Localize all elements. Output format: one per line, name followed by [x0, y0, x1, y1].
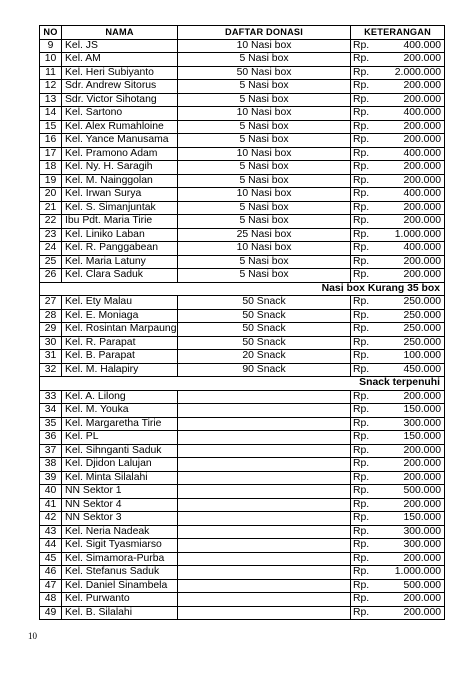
row-name: NN Sektor 3	[62, 512, 178, 526]
row-amount: 250.000	[391, 309, 445, 323]
row-no: 24	[40, 242, 62, 256]
summary-note: Nasi box Kurang 35 box	[40, 282, 445, 296]
row-amount: 200.000	[391, 606, 445, 620]
row-currency: Rp.	[351, 296, 391, 310]
row-name: Kel. Ny. H. Saragih	[62, 161, 178, 175]
row-amount: 100.000	[391, 350, 445, 364]
row-currency: Rp.	[351, 444, 391, 458]
row-amount: 200.000	[391, 215, 445, 229]
table-row	[40, 53, 445, 67]
table-row	[40, 80, 445, 94]
row-currency: Rp.	[351, 93, 391, 107]
row-no: 36	[40, 431, 62, 445]
row-amount: 400.000	[391, 39, 445, 53]
row-name: Kel. M. Youka	[62, 404, 178, 418]
row-donation	[178, 444, 351, 458]
row-amount: 400.000	[391, 242, 445, 256]
row-name: Kel. Simamora-Purba	[62, 552, 178, 566]
table-row	[40, 552, 445, 566]
table-row	[40, 134, 445, 148]
row-no: 16	[40, 134, 62, 148]
table-row	[40, 228, 445, 242]
table-row	[40, 539, 445, 553]
row-currency: Rp.	[351, 215, 391, 229]
row-currency: Rp.	[351, 471, 391, 485]
row-name: Kel. Rosintan Marpaung	[62, 323, 178, 337]
row-amount: 200.000	[391, 498, 445, 512]
row-currency: Rp.	[351, 120, 391, 134]
summary-row	[40, 377, 445, 391]
row-no: 40	[40, 485, 62, 499]
header-name: NAMA	[62, 26, 178, 40]
row-no: 18	[40, 161, 62, 175]
summary-note: Snack terpenuhi	[40, 377, 445, 391]
row-no: 29	[40, 323, 62, 337]
row-no: 21	[40, 201, 62, 215]
row-amount: 500.000	[391, 485, 445, 499]
row-no: 23	[40, 228, 62, 242]
row-donation	[178, 512, 351, 526]
row-name: Kel. Purwanto	[62, 593, 178, 607]
row-name: Kel. B. Silalahi	[62, 606, 178, 620]
row-amount: 250.000	[391, 323, 445, 337]
row-no: 11	[40, 66, 62, 80]
row-no: 25	[40, 255, 62, 269]
row-donation: 20 Snack	[178, 350, 351, 364]
row-amount: 150.000	[391, 431, 445, 445]
row-currency: Rp.	[351, 458, 391, 472]
row-no: 30	[40, 336, 62, 350]
table-row	[40, 269, 445, 283]
row-donation	[178, 417, 351, 431]
row-no: 17	[40, 147, 62, 161]
row-donation	[178, 539, 351, 553]
page-number: 10	[28, 631, 37, 641]
row-name: Kel. JS	[62, 39, 178, 53]
row-amount: 250.000	[391, 336, 445, 350]
row-amount: 200.000	[391, 161, 445, 175]
row-name: Kel. Sigit Tyasmiarso	[62, 539, 178, 553]
header-info: KETERANGAN	[351, 26, 445, 40]
row-no: 31	[40, 350, 62, 364]
table-row	[40, 417, 445, 431]
table-row	[40, 201, 445, 215]
row-currency: Rp.	[351, 525, 391, 539]
row-amount: 400.000	[391, 147, 445, 161]
row-amount: 450.000	[391, 363, 445, 377]
table-row	[40, 147, 445, 161]
row-no: 14	[40, 107, 62, 121]
table-row	[40, 390, 445, 404]
row-currency: Rp.	[351, 53, 391, 67]
row-name: Kel. Sartono	[62, 107, 178, 121]
row-amount: 400.000	[391, 107, 445, 121]
table-row	[40, 66, 445, 80]
table-row	[40, 120, 445, 134]
row-no: 46	[40, 566, 62, 580]
row-no: 48	[40, 593, 62, 607]
row-currency: Rp.	[351, 255, 391, 269]
table-row	[40, 525, 445, 539]
row-name: Kel. Pramono Adam	[62, 147, 178, 161]
row-no: 22	[40, 215, 62, 229]
row-donation: 5 Nasi box	[178, 201, 351, 215]
row-no: 15	[40, 120, 62, 134]
row-name: Kel. Stefanus Saduk	[62, 566, 178, 580]
row-currency: Rp.	[351, 174, 391, 188]
row-amount: 200.000	[391, 593, 445, 607]
row-no: 20	[40, 188, 62, 202]
row-donation: 90 Snack	[178, 363, 351, 377]
row-currency: Rp.	[351, 228, 391, 242]
row-amount: 200.000	[391, 134, 445, 148]
row-currency: Rp.	[351, 404, 391, 418]
table-row	[40, 188, 445, 202]
row-donation	[178, 458, 351, 472]
row-donation	[178, 485, 351, 499]
table-row	[40, 593, 445, 607]
row-donation: 5 Nasi box	[178, 120, 351, 134]
row-amount: 1.000.000	[391, 228, 445, 242]
row-currency: Rp.	[351, 134, 391, 148]
row-currency: Rp.	[351, 161, 391, 175]
row-name: Kel. AM	[62, 53, 178, 67]
row-name: Kel. Clara Saduk	[62, 269, 178, 283]
row-donation	[178, 606, 351, 620]
table-row	[40, 174, 445, 188]
row-currency: Rp.	[351, 39, 391, 53]
row-amount: 200.000	[391, 80, 445, 94]
table-row	[40, 485, 445, 499]
row-donation: 50 Snack	[178, 336, 351, 350]
row-donation: 10 Nasi box	[178, 147, 351, 161]
row-currency: Rp.	[351, 66, 391, 80]
row-donation: 50 Snack	[178, 323, 351, 337]
row-currency: Rp.	[351, 512, 391, 526]
row-donation	[178, 593, 351, 607]
row-donation	[178, 431, 351, 445]
table-row	[40, 93, 445, 107]
row-amount: 150.000	[391, 512, 445, 526]
header-donation: DAFTAR DONASI	[178, 26, 351, 40]
row-currency: Rp.	[351, 309, 391, 323]
row-donation: 5 Nasi box	[178, 255, 351, 269]
row-name: Kel. Liniko Laban	[62, 228, 178, 242]
row-donation	[178, 525, 351, 539]
row-currency: Rp.	[351, 188, 391, 202]
row-no: 9	[40, 39, 62, 53]
row-donation	[178, 390, 351, 404]
row-no: 28	[40, 309, 62, 323]
row-amount: 300.000	[391, 539, 445, 553]
row-name: NN Sektor 1	[62, 485, 178, 499]
row-amount: 200.000	[391, 444, 445, 458]
row-amount: 300.000	[391, 417, 445, 431]
row-no: 13	[40, 93, 62, 107]
row-currency: Rp.	[351, 350, 391, 364]
table-row	[40, 512, 445, 526]
row-amount: 150.000	[391, 404, 445, 418]
row-amount: 400.000	[391, 188, 445, 202]
row-donation: 5 Nasi box	[178, 93, 351, 107]
row-amount: 200.000	[391, 390, 445, 404]
row-amount: 200.000	[391, 458, 445, 472]
row-amount: 1.000.000	[391, 566, 445, 580]
row-currency: Rp.	[351, 498, 391, 512]
row-no: 27	[40, 296, 62, 310]
row-currency: Rp.	[351, 336, 391, 350]
row-name: Kel. Daniel Sinambela	[62, 579, 178, 593]
row-currency: Rp.	[351, 593, 391, 607]
row-name: Kel. A. Lilong	[62, 390, 178, 404]
row-donation: 10 Nasi box	[178, 39, 351, 53]
table-row	[40, 39, 445, 53]
table-row	[40, 242, 445, 256]
row-name: Kel. R. Panggabean	[62, 242, 178, 256]
row-amount: 2.000.000	[391, 66, 445, 80]
row-name: Ibu Pdt. Maria Tirie	[62, 215, 178, 229]
table-row	[40, 444, 445, 458]
row-currency: Rp.	[351, 242, 391, 256]
summary-row	[40, 282, 445, 296]
row-name: Kel. Alex Rumahloine	[62, 120, 178, 134]
row-name: Kel. Margaretha Tirie	[62, 417, 178, 431]
table-row	[40, 296, 445, 310]
row-name: Kel. Heri Subiyanto	[62, 66, 178, 80]
row-donation	[178, 404, 351, 418]
row-currency: Rp.	[351, 417, 391, 431]
row-amount: 200.000	[391, 174, 445, 188]
row-no: 41	[40, 498, 62, 512]
row-donation	[178, 471, 351, 485]
table-row	[40, 161, 445, 175]
row-donation: 5 Nasi box	[178, 80, 351, 94]
row-name: Kel. Neria Nadeak	[62, 525, 178, 539]
table-row	[40, 215, 445, 229]
row-donation: 5 Nasi box	[178, 134, 351, 148]
row-name: Kel. Ety Malau	[62, 296, 178, 310]
row-currency: Rp.	[351, 363, 391, 377]
table-row	[40, 458, 445, 472]
row-currency: Rp.	[351, 107, 391, 121]
row-donation: 25 Nasi box	[178, 228, 351, 242]
row-currency: Rp.	[351, 552, 391, 566]
table-row	[40, 309, 445, 323]
row-donation	[178, 579, 351, 593]
table-row	[40, 498, 445, 512]
row-amount: 200.000	[391, 120, 445, 134]
row-currency: Rp.	[351, 606, 391, 620]
row-amount: 200.000	[391, 201, 445, 215]
donation-table	[39, 25, 445, 620]
row-no: 44	[40, 539, 62, 553]
row-no: 42	[40, 512, 62, 526]
table-body	[40, 39, 445, 620]
row-currency: Rp.	[351, 390, 391, 404]
row-name: Kel. S. Simanjuntak	[62, 201, 178, 215]
row-no: 34	[40, 404, 62, 418]
row-amount: 200.000	[391, 552, 445, 566]
row-name: Kel. R. Parapat	[62, 336, 178, 350]
table-row	[40, 336, 445, 350]
table-row	[40, 431, 445, 445]
row-currency: Rp.	[351, 323, 391, 337]
row-no: 19	[40, 174, 62, 188]
row-amount: 200.000	[391, 255, 445, 269]
row-name: Kel. M. Nainggolan	[62, 174, 178, 188]
row-name: Kel. Djidon Lalujan	[62, 458, 178, 472]
table-row	[40, 255, 445, 269]
row-currency: Rp.	[351, 80, 391, 94]
row-name: Kel. Maria Latuny	[62, 255, 178, 269]
row-no: 38	[40, 458, 62, 472]
row-donation: 10 Nasi box	[178, 107, 351, 121]
row-no: 45	[40, 552, 62, 566]
table-row	[40, 404, 445, 418]
row-currency: Rp.	[351, 485, 391, 499]
row-donation: 50 Snack	[178, 296, 351, 310]
row-currency: Rp.	[351, 579, 391, 593]
row-donation: 50 Snack	[178, 309, 351, 323]
table-row	[40, 566, 445, 580]
table-row	[40, 323, 445, 337]
row-no: 35	[40, 417, 62, 431]
row-name: Kel. Yance Manusama	[62, 134, 178, 148]
row-name: Kel. B. Parapat	[62, 350, 178, 364]
row-name: Kel. Minta Silalahi	[62, 471, 178, 485]
row-name: Sdr. Victor Sihotang	[62, 93, 178, 107]
row-amount: 200.000	[391, 93, 445, 107]
row-name: Sdr. Andrew Sitorus	[62, 80, 178, 94]
row-donation: 5 Nasi box	[178, 215, 351, 229]
row-donation: 10 Nasi box	[178, 188, 351, 202]
table-row	[40, 471, 445, 485]
row-donation: 5 Nasi box	[178, 53, 351, 67]
row-donation: 10 Nasi box	[178, 242, 351, 256]
row-amount: 300.000	[391, 525, 445, 539]
row-no: 39	[40, 471, 62, 485]
row-amount: 250.000	[391, 296, 445, 310]
row-no: 43	[40, 525, 62, 539]
row-donation	[178, 566, 351, 580]
table-row	[40, 579, 445, 593]
row-donation: 5 Nasi box	[178, 269, 351, 283]
row-no: 26	[40, 269, 62, 283]
table-header-row	[40, 26, 445, 40]
row-amount: 200.000	[391, 471, 445, 485]
row-name: Kel. Sihnganti Saduk	[62, 444, 178, 458]
row-currency: Rp.	[351, 431, 391, 445]
table-row	[40, 363, 445, 377]
row-currency: Rp.	[351, 539, 391, 553]
row-name: NN Sektor 4	[62, 498, 178, 512]
row-no: 37	[40, 444, 62, 458]
row-no: 49	[40, 606, 62, 620]
table-row	[40, 107, 445, 121]
row-name: Kel. E. Moniaga	[62, 309, 178, 323]
row-donation: 5 Nasi box	[178, 174, 351, 188]
header-no: NO	[40, 26, 62, 40]
row-currency: Rp.	[351, 147, 391, 161]
row-donation: 50 Nasi box	[178, 66, 351, 80]
row-no: 12	[40, 80, 62, 94]
row-donation	[178, 498, 351, 512]
row-currency: Rp.	[351, 269, 391, 283]
row-currency: Rp.	[351, 566, 391, 580]
row-no: 47	[40, 579, 62, 593]
row-currency: Rp.	[351, 201, 391, 215]
table-row	[40, 606, 445, 620]
row-name: Kel. M. Halapiry	[62, 363, 178, 377]
row-donation: 5 Nasi box	[178, 161, 351, 175]
table-row	[40, 350, 445, 364]
row-no: 10	[40, 53, 62, 67]
row-no: 32	[40, 363, 62, 377]
row-donation	[178, 552, 351, 566]
row-amount: 200.000	[391, 53, 445, 67]
row-amount: 500.000	[391, 579, 445, 593]
row-amount: 200.000	[391, 269, 445, 283]
row-name: Kel. PL	[62, 431, 178, 445]
row-no: 33	[40, 390, 62, 404]
row-name: Kel. Irwan Surya	[62, 188, 178, 202]
